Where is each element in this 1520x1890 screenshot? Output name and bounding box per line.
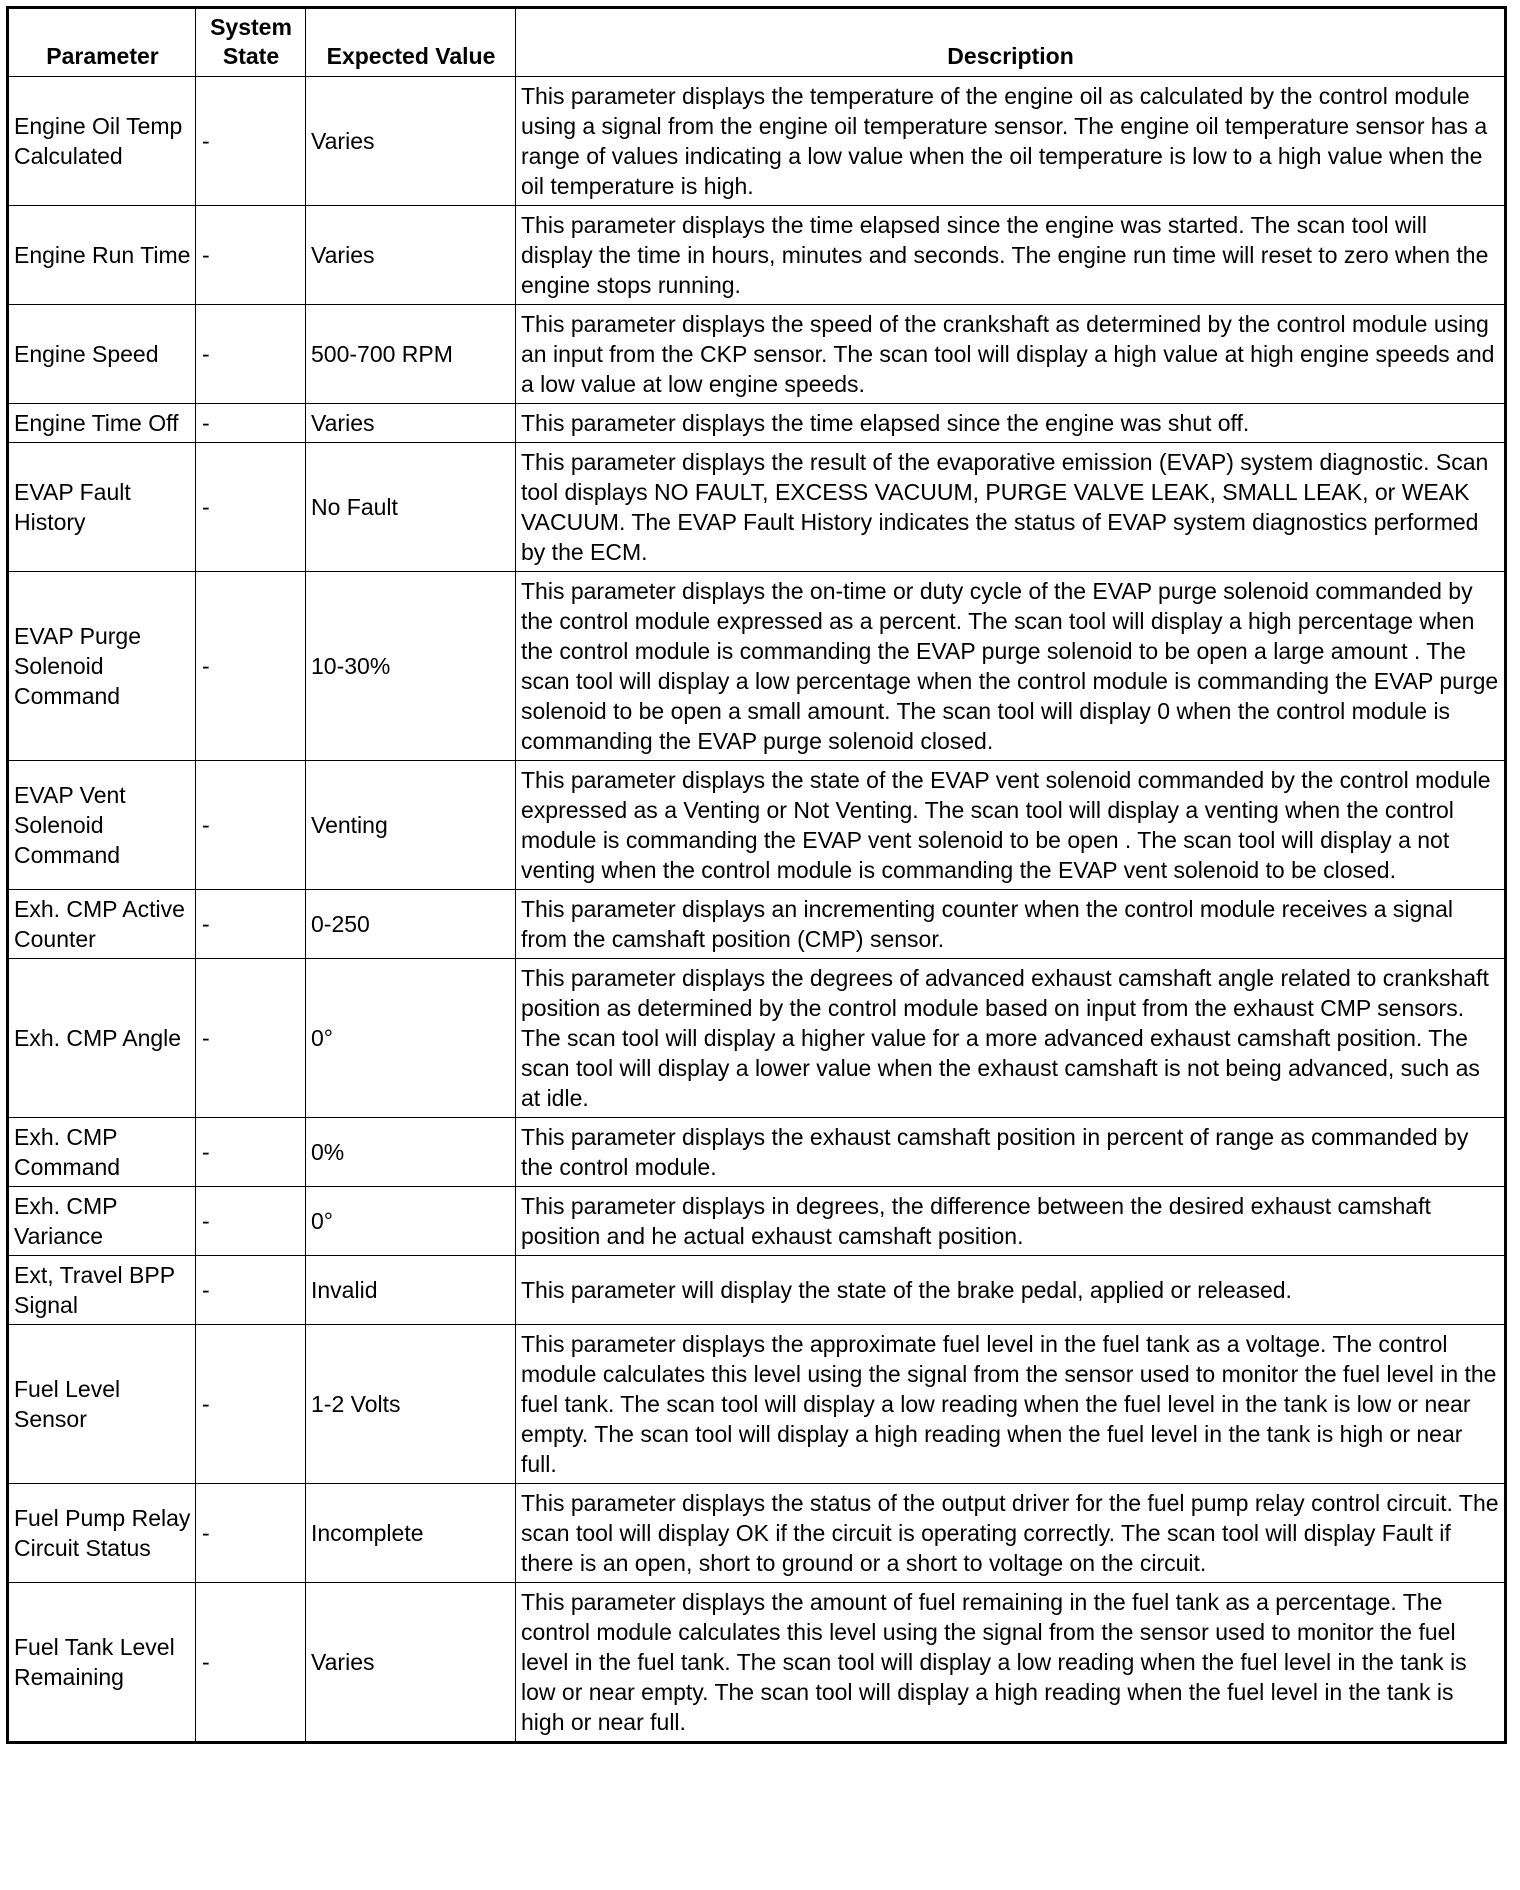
- description: This parameter displays the exhaust camshaft position in percent of range as commanded by the control module.: [516, 1118, 1506, 1187]
- expected-value: 10-30%: [306, 572, 516, 761]
- expected-value: 0-250: [306, 890, 516, 959]
- parameter-name: Exh. CMP Angle: [8, 959, 196, 1118]
- description: This parameter displays in degrees, the difference between the desired exhaust camshaft position and he actual exhaust camshaft position.: [516, 1187, 1506, 1256]
- description: This parameter displays the amount of fuel remaining in the fuel tank as a percentage. The control module calculates this level using the signal from the sensor used to monitor the fuel level in the fuel tank. The scan tool will display a low reading when the fuel level in the tank is low or near empty. The scan tool will display a high reading when the fuel level in the tank is high or near full.: [516, 1583, 1506, 1743]
- expected-value: Varies: [306, 77, 516, 206]
- system-state: -: [196, 572, 306, 761]
- description: This parameter displays the degrees of advanced exhaust camshaft angle related to crankshaft position as determined by the control module based on input from the exhaust CMP sensors. The scan tool will display a higher value for a more advanced exhaust camshaft position. The scan tool will display a lower value when the exhaust camshaft is not being advanced, such as at idle.: [516, 959, 1506, 1118]
- parameter-name: Fuel Tank Level Remaining: [8, 1583, 196, 1743]
- parameter-name: Engine Speed: [8, 305, 196, 404]
- parameter-name: Exh. CMP Command: [8, 1118, 196, 1187]
- description: This parameter displays the time elapsed since the engine was shut off.: [516, 404, 1506, 443]
- header-description: Description: [516, 8, 1506, 77]
- header-parameter: Parameter: [8, 8, 196, 77]
- expected-value: No Fault: [306, 443, 516, 572]
- system-state: -: [196, 1583, 306, 1743]
- description: This parameter displays the time elapsed since the engine was started. The scan tool will display the time in hours, minutes and seconds. The engine run time will reset to zero when the engine stops running.: [516, 206, 1506, 305]
- expected-value: Venting: [306, 761, 516, 890]
- table-row: [8, 206, 1506, 305]
- description: This parameter displays an incrementing counter when the control module receives a signal from the camshaft position (CMP) sensor.: [516, 890, 1506, 959]
- parameter-name: Fuel Pump Relay Circuit Status: [8, 1484, 196, 1583]
- system-state: -: [196, 1325, 306, 1484]
- system-state: -: [196, 761, 306, 890]
- parameter-name: Exh. CMP Active Counter: [8, 890, 196, 959]
- expected-value: Incomplete: [306, 1484, 516, 1583]
- table-row: [8, 404, 1506, 443]
- table-row: [8, 1583, 1506, 1743]
- table-row: [8, 959, 1506, 1118]
- expected-value: 0°: [306, 1187, 516, 1256]
- table-row: [8, 1325, 1506, 1484]
- parameter-name: Engine Time Off: [8, 404, 196, 443]
- expected-value: 0°: [306, 959, 516, 1118]
- parameter-name: EVAP Vent Solenoid Command: [8, 761, 196, 890]
- table-row: [8, 1256, 1506, 1325]
- system-state: -: [196, 890, 306, 959]
- system-state: -: [196, 404, 306, 443]
- system-state: -: [196, 1118, 306, 1187]
- parameter-name: Fuel Level Sensor: [8, 1325, 196, 1484]
- description: This parameter displays the speed of the crankshaft as determined by the control module using an input from the CKP sensor. The scan tool will display a high value at high engine speeds and a low value at low engine speeds.: [516, 305, 1506, 404]
- header-expected-value: Expected Value: [306, 8, 516, 77]
- description: This parameter displays the result of the evaporative emission (EVAP) system diagnostic. Scan tool displays NO FAULT, EXCESS VACUUM, PURGE VALVE LEAK, SMALL LEAK, or WEAK VACUUM. The EVAP Fault History indicates the status of EVAP system diagnostics performed by the ECM.: [516, 443, 1506, 572]
- system-state: -: [196, 1484, 306, 1583]
- system-state: -: [196, 1187, 306, 1256]
- description: This parameter displays the state of the EVAP vent solenoid commanded by the control module expressed as a Venting or Not Venting. The scan tool will display a venting when the control module is commanding the EVAP vent solenoid to be open . The scan tool will display a not venting when the control module is commanding the EVAP vent solenoid to be closed.: [516, 761, 1506, 890]
- table-row: [8, 77, 1506, 206]
- table-row: [8, 443, 1506, 572]
- expected-value: Varies: [306, 1583, 516, 1743]
- system-state: -: [196, 443, 306, 572]
- description: This parameter displays the on-time or duty cycle of the EVAP purge solenoid commanded by the control module expressed as a percent. The scan tool will display a high percentage when the control module is commanding the EVAP purge solenoid to be open a large amount . The scan tool will display a low percentage when the control module is commanding the EVAP purge solenoid to be open a small amount. The scan tool will display 0 when the control module is commanding the EVAP purge solenoid closed.: [516, 572, 1506, 761]
- parameter-name: EVAP Fault History: [8, 443, 196, 572]
- parameter-name: Ext, Travel BPP Signal: [8, 1256, 196, 1325]
- table-row: [8, 890, 1506, 959]
- expected-value: 500-700 RPM: [306, 305, 516, 404]
- system-state: -: [196, 959, 306, 1118]
- parameter-name: Engine Oil Temp Calculated: [8, 77, 196, 206]
- system-state: -: [196, 1256, 306, 1325]
- expected-value: 0%: [306, 1118, 516, 1187]
- table-row: [8, 1118, 1506, 1187]
- description: This parameter displays the temperature of the engine oil as calculated by the control module using a signal from the engine oil temperature sensor. The engine oil temperature sensor has a range of values indicating a low value when the oil temperature is low to a high value when the oil temperature is high.: [516, 77, 1506, 206]
- header-row: [8, 8, 1506, 77]
- table-row: [8, 761, 1506, 890]
- header-system-state: System State: [196, 8, 306, 77]
- parameter-name: Exh. CMP Variance: [8, 1187, 196, 1256]
- parameter-name: EVAP Purge Solenoid Command: [8, 572, 196, 761]
- parameter-table: [6, 6, 1507, 1744]
- system-state: -: [196, 206, 306, 305]
- description: This parameter displays the approximate fuel level in the fuel tank as a voltage. The control module calculates this level using the signal from the sensor used to monitor the fuel level in the fuel tank. The scan tool will display a low reading when the fuel level in the tank is low or near empty. The scan tool will display a high reading when the fuel level in the tank is high or near full.: [516, 1325, 1506, 1484]
- table-row: [8, 305, 1506, 404]
- table-row: [8, 1484, 1506, 1583]
- expected-value: 1-2 Volts: [306, 1325, 516, 1484]
- expected-value: Varies: [306, 206, 516, 305]
- system-state: -: [196, 305, 306, 404]
- system-state: -: [196, 77, 306, 206]
- document-page: [6, 6, 1504, 1744]
- description: This parameter displays the status of the output driver for the fuel pump relay control circuit. The scan tool will display OK if the circuit is operating correctly. The scan tool will display Fault if there is an open, short to ground or a short to voltage on the circuit.: [516, 1484, 1506, 1583]
- description: This parameter will display the state of the brake pedal, applied or released.: [516, 1256, 1506, 1325]
- expected-value: Invalid: [306, 1256, 516, 1325]
- expected-value: Varies: [306, 404, 516, 443]
- table-row: [8, 1187, 1506, 1256]
- parameter-name: Engine Run Time: [8, 206, 196, 305]
- table-row: [8, 572, 1506, 761]
